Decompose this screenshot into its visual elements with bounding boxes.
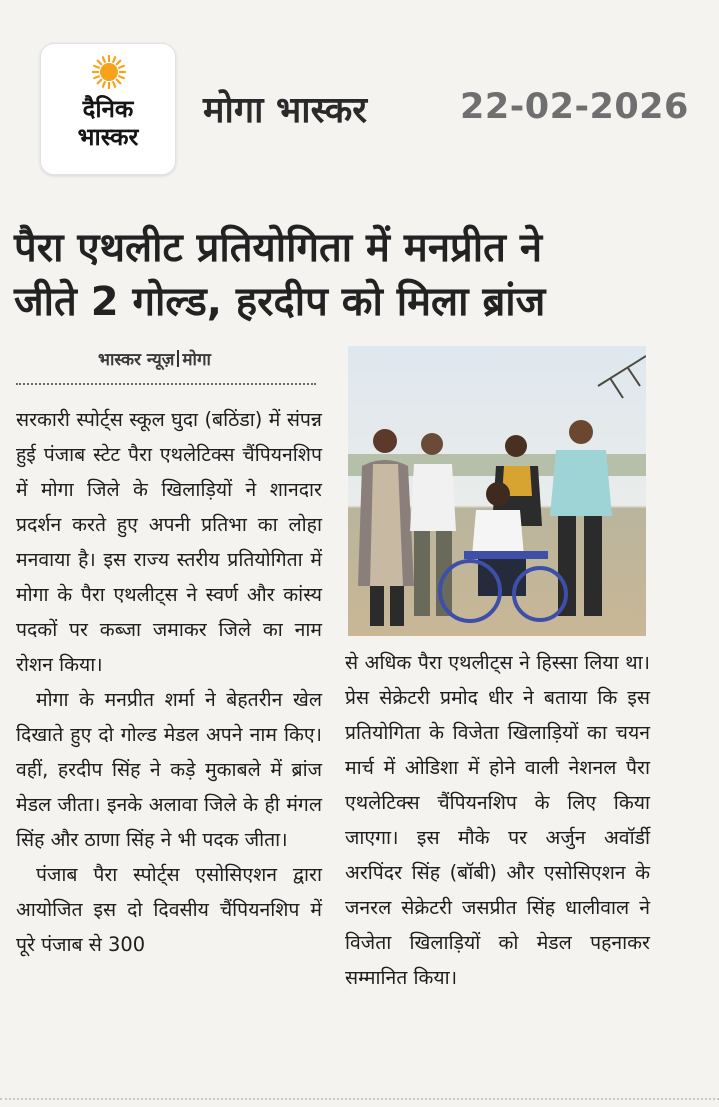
paragraph-2: मोगा के मनप्रीत शर्मा ने बेहतरीन खेल दिखाते हुए दो गोल्ड मेडल अपने नाम किए। वहीं, हरदीप सिंह ने कड़े मुकाबले में ब्रांज मेडल जीता। इनके अलावा जिले के ही मंगल सिंह और ठाणा सिंह ने भी पदक जीता।: [16, 688, 322, 851]
dainik-bhaskar-logo: [40, 43, 176, 175]
sun-ray: [113, 57, 115, 62]
page-bottom-rule: [0, 1098, 719, 1100]
sun-ray: [103, 57, 105, 62]
sun-ray: [98, 61, 102, 65]
sun-ray: [94, 76, 99, 78]
paragraph-3: पंजाब पैरा स्पोर्ट्स एसोसिएशन द्वारा आयोजित इस दो दिवसीय चैंपियनशिप में पूरे पंजाब से 300: [16, 863, 322, 956]
headline-line-1: पैरा एथलीट प्रतियोगिता में मनप्रीत ने: [14, 225, 543, 271]
sun-ray: [113, 82, 115, 87]
headline-line-2: जीते 2 गोल्ड, हरदीप को मिला ब्रांज: [14, 279, 546, 325]
sun-ray: [117, 61, 121, 65]
sun-ray: [119, 66, 124, 68]
paragraph-4: से अधिक पैरा एथलीट्स ने हिस्सा लिया था। प्रेस सेक्रेटरी प्रमोद धीर ने बताया कि इस प्रतियोगिता के विजेता खिलाड़ियों का चयन मार्च में ओडिशा में होने वाली नेशनल पैरा एथलेटिक्स चैंपियनशिप के लिए किया जाएगा। इस मौके पर अर्जुन अवॉर्डी अरपिंदर सिंह (बॉबी) और एसोसिएशन के जनरल सेक्रेटरी जसप्रीत सिंह धालीवाल ने विजेता खिलाड़ियों को मेडल पहनाकर सम्मानित किया।: [345, 651, 650, 989]
article-photo: [348, 346, 646, 636]
sun-ray: [117, 80, 121, 84]
sun-ray: [94, 66, 99, 68]
byline-rule: [16, 383, 316, 385]
logo-text-dainik: दैनिक: [82, 95, 134, 123]
sun-ray: [98, 80, 102, 84]
article-headline: [14, 221, 704, 329]
sun-ray: [103, 82, 105, 87]
logo-text-bhaskar: भास्कर: [77, 123, 139, 151]
byline-source: भास्कर न्यूज़: [98, 350, 175, 370]
byline-divider: [177, 350, 179, 367]
article-right-column: [345, 645, 650, 995]
sun-ray: [119, 76, 124, 78]
sun-icon: [92, 55, 126, 89]
paragraph-1: सरकारी स्पोर्ट्स स्कूल घुदा (बठिंडा) में संपन्न हुई पंजाब स्टेट पैरा एथलेटिक्स चैंपियनशिप में मोगा जिले के खिलाड़ियों ने शानदार प्रदर्शन करते हुए अपनी प्रतिभा का लोहा मनवाया है। इस राज्य स्तरीय प्रतियोगिता में मोगा के पैरा एथलीट्स ने स्वर्ण और कांस्य पदकों पर कब्जा जमाकर जिले का नाम रोशन किया।: [16, 408, 322, 676]
edition-date: 22-02-2026: [460, 87, 689, 127]
edition-title: मोगा भास्कर: [203, 90, 367, 131]
byline: [98, 347, 211, 370]
byline-city: मोगा: [182, 350, 211, 370]
article-left-column: [16, 402, 322, 962]
